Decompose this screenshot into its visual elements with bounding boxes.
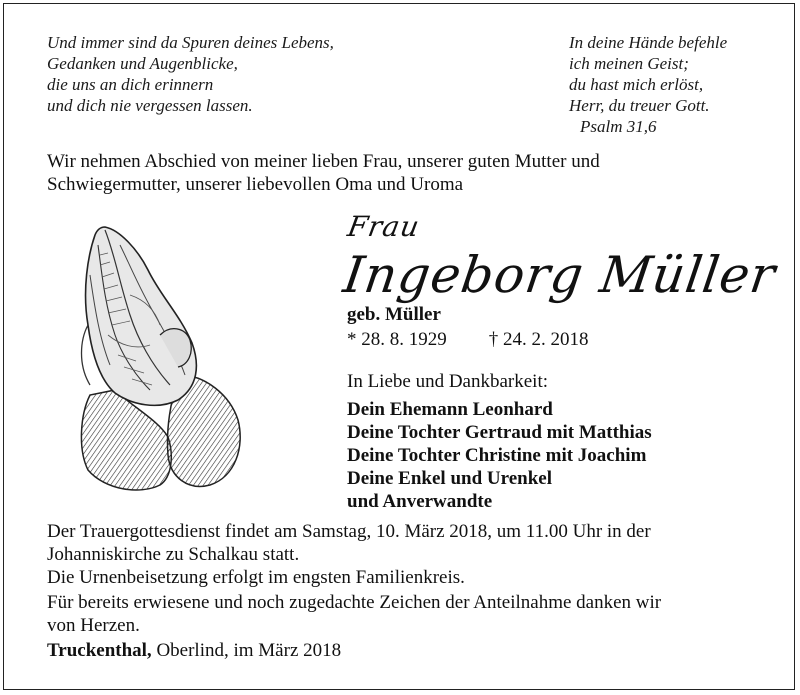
thanks-line: von Herzen. <box>47 615 140 636</box>
poem-right-line: du hast mich erlöst, <box>569 75 704 94</box>
intro-text <box>47 150 767 196</box>
poem-right-line: In deine Hände befehle <box>569 33 728 52</box>
service-line: Die Urnenbeisetzung erfolgt im engsten Familienkreis. <box>47 567 465 588</box>
thanks-line: Für bereits erwiesene und noch zugedachte Zeichen der Anteilnahme danken wir <box>47 592 662 613</box>
poem-left-line: Und immer sind da Spuren deines Lebens, <box>47 33 334 52</box>
service-info <box>47 520 767 589</box>
death-date: † 24. 2. 2018 <box>488 329 589 350</box>
poem-left-line: die uns an dich erinnern <box>47 75 214 94</box>
life-dates <box>347 329 589 351</box>
poem-right-line: Herr, du treuer Gott. <box>569 96 710 115</box>
family-member: Dein Ehemann Leonhard <box>347 399 553 420</box>
deceased-name: Ingeborg Müller <box>339 246 780 304</box>
poem-left-line: und dich nie vergessen lassen. <box>47 96 253 115</box>
praying-hands-icon <box>60 215 260 505</box>
maiden-name: geb. Müller <box>347 304 441 325</box>
intro-line: Schwiegermutter, unserer liebevollen Oma und Uroma <box>47 174 464 195</box>
birth-date: * 28. 8. 1929 <box>347 329 447 350</box>
poem-left <box>47 32 447 116</box>
intro-line: Wir nehmen Abschied von meiner lieben Frau, unserer guten Mutter und <box>47 151 600 172</box>
poem-left-line: Gedanken und Augenblicke, <box>47 54 238 73</box>
thanks-text <box>47 591 767 637</box>
service-line: Der Trauergottesdienst findet am Samstag, 10. März 2018, um 11.00 Uhr in der <box>47 521 651 542</box>
service-line: Johanniskirche zu Schalkau statt. <box>47 544 300 565</box>
family-member: und Anverwandte <box>347 491 493 512</box>
family-member: Deine Tochter Gertraud mit Matthias <box>347 422 652 443</box>
closing-rest: Oberlind, im März 2018 <box>156 640 342 661</box>
closing-line <box>47 640 341 662</box>
family-member: Deine Tochter Christine mit Joachim <box>347 445 647 466</box>
psalm-reference: Psalm 31,6 <box>580 117 657 136</box>
title-frau: Frau <box>345 210 423 243</box>
family-list <box>347 398 652 513</box>
poem-right <box>569 32 779 137</box>
poem-right-line: ich meinen Geist; <box>569 54 689 73</box>
closing-place: Truckenthal, <box>47 640 152 661</box>
family-member: Deine Enkel und Urenkel <box>347 468 552 489</box>
dankbarkeit-line: In Liebe und Dankbarkeit: <box>347 371 549 392</box>
